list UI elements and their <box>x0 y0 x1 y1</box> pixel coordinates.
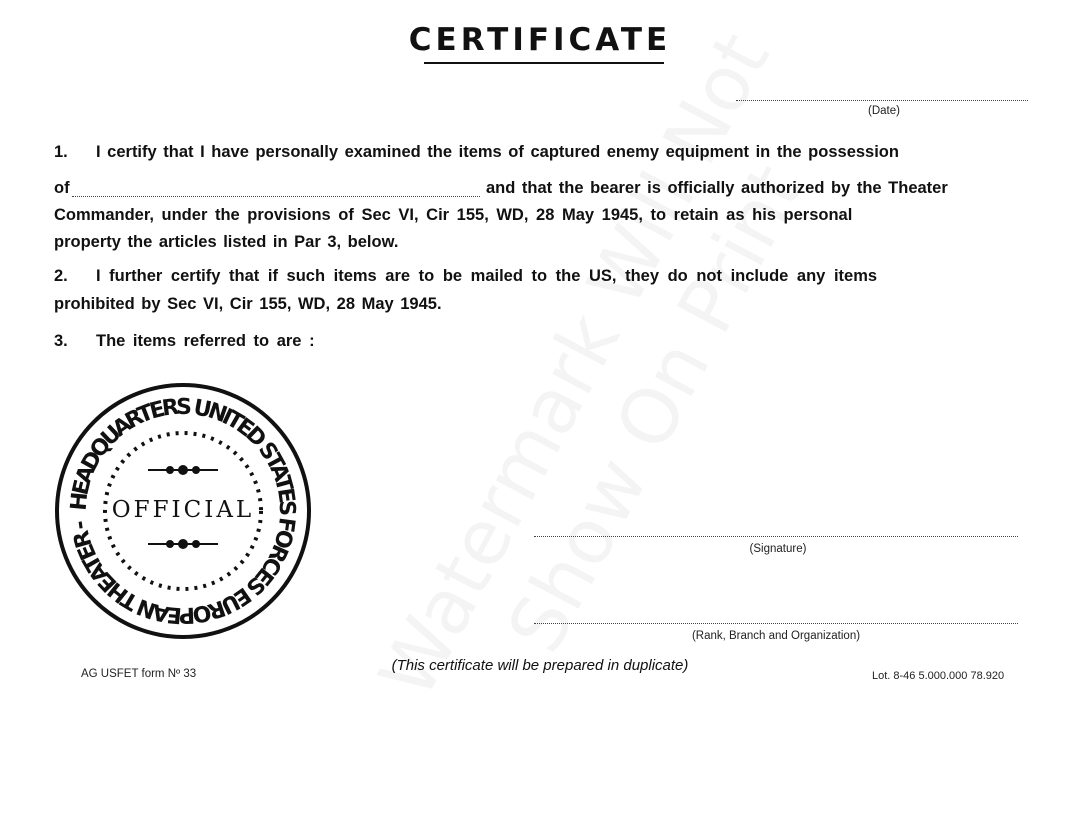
watermark-line-2 <box>404 0 908 828</box>
seal-center-text: OFFICIAL <box>111 497 255 523</box>
signature-line <box>534 536 1018 537</box>
duplicate-note: (This certificate will be prepared in duplicate) <box>391 657 689 674</box>
paragraph-1-text-2: and that the bearer is officially authorized by the Theater <box>486 179 948 197</box>
official-seal <box>52 380 314 642</box>
form-number: AG USFET form Nº 33 <box>81 668 197 680</box>
possessor-name-line <box>72 196 480 197</box>
paragraph-1-text-4: property the articles listed in Par 3, below. <box>54 233 399 251</box>
seal-ornament-top <box>148 465 218 475</box>
watermark <box>323 0 908 828</box>
paragraph-3-text: The items referred to are : <box>96 332 315 350</box>
paragraph-3 <box>54 332 315 351</box>
paragraph-1-line-2 <box>54 179 70 198</box>
date-label: (Date) <box>868 105 900 117</box>
paragraph-1-line-1 <box>54 143 899 162</box>
signature-label: (Signature) <box>749 543 807 555</box>
paragraph-1-text-3: Commander, under the provisions of Sec VI, Cir 155, WD, 28 May 1945, to retain as his personal <box>54 206 853 224</box>
paragraph-2-text-2: prohibited by Sec VI, Cir 155, WD, 28 May 1945. <box>54 295 442 313</box>
paragraph-1-number: 1. <box>54 143 68 161</box>
paragraph-2-line-1 <box>54 267 877 286</box>
rank-line <box>534 623 1018 624</box>
certificate-title: CERTIFICATE <box>408 22 672 58</box>
seal-ring-text: HEADQUARTERS UNITED STATES FORCES EUROPEAN THEATER - <box>66 394 300 628</box>
rank-label: (Rank, Branch and Organization) <box>691 630 861 642</box>
possession-of-label: of <box>54 179 70 197</box>
title-underline <box>424 62 664 64</box>
paragraph-3-number: 3. <box>54 332 68 350</box>
lot-number: Lot. 8-46 5.000.000 78.920 <box>872 670 1005 682</box>
paragraph-1-text-1: I certify that I have personally examined the items of captured enemy equipment in the possession <box>96 143 899 161</box>
date-line <box>736 100 1028 101</box>
seal-ornament-bottom <box>148 539 218 549</box>
paragraph-2-number: 2. <box>54 267 68 285</box>
paragraph-2-text-1: I further certify that if such items are to be mailed to the US, they do not include any items <box>96 267 878 285</box>
